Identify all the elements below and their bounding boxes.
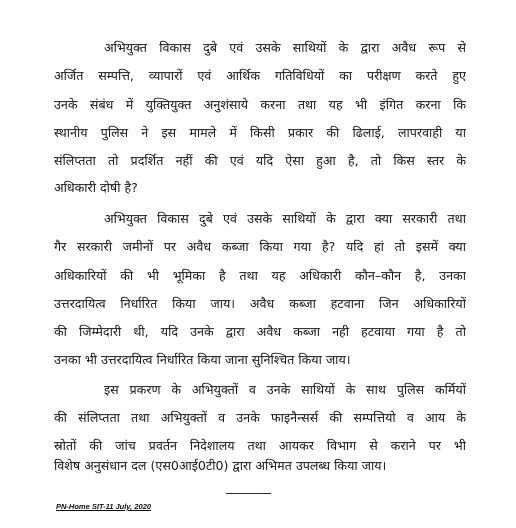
paragraph-line: संलिप्तता तो प्रदर्शित नहीं की एवं यदि ऐसा हुआ है, तो किस स्तर के <box>54 153 466 168</box>
paragraph-line: की जिम्मेदारी थी, यदि उनके द्वारा अवैध कब्जा नही हटवाया गया है तो <box>54 324 466 339</box>
paragraph-line: अर्जित सम्पत्ति, व्यापारों एवं आर्थिक गतिविधियों का परीक्षण करते हुए <box>54 68 466 83</box>
paragraph-line: स्रोतों की जांच प्रवर्तन निदेशालय तथा आयकर विभाग से कराने पर भी <box>54 438 466 453</box>
paragraph-line: स्थानीय पुलिस ने इस मामले में किसी प्रकार की ढिलाई, लापरवाही या <box>54 125 466 140</box>
paragraph-line: की संलिप्तता तथा अभियुक्तों व उनके फाइनैन्सर्स की सम्पत्तियो व आय के <box>54 410 466 425</box>
paragraph-line: उत्तरदायित्व निर्धारित किया जाय। अवैध कब्जा हटवाना जिन अधिकारियों <box>54 296 466 311</box>
paragraph-line: अभियुक्त विकास दुबे एवं उसके साथियों के द्वारा क्या सरकारी तथा <box>104 211 466 226</box>
paragraph-line: उनका भी उत्तरदायित्व निर्धारित किया जाना सुनिश्चित किया जाय। <box>54 352 351 367</box>
paragraph-line: उनके संबंध में युक्तियुक्त अनुशंसाये करना तथा यह भी इंगित करना कि <box>54 97 466 112</box>
paragraph-line: अधिकारियों की भी भूमिका है तथा यह अधिकारी कौन–कौन है, उनका <box>54 268 466 283</box>
paragraph-line: अधिकारी दोषी है? <box>54 180 138 195</box>
closing-divider: ________ <box>226 480 270 495</box>
paragraph-line: इस प्रकरण के अभियुक्तों व उनके साथियों के साथ पुलिस कर्मियों <box>104 382 466 397</box>
paragraph-line: गैर सरकारी जमीनों पर अवैध कब्जा किया गया है? यदि हां तो इसमें क्या <box>54 239 466 254</box>
footer-reference: PN-Home SIT-11 July, 2020 <box>56 502 152 511</box>
paragraph-line: विशेष अनुसंधान दल (एस0आई0टी0) द्वारा अभिमत उपलब्ध किया जाय। <box>54 458 387 473</box>
paragraph-line: अभियुक्त विकास दुबे एवं उसके साथियों के द्वारा अवैध रूप से <box>104 40 466 55</box>
